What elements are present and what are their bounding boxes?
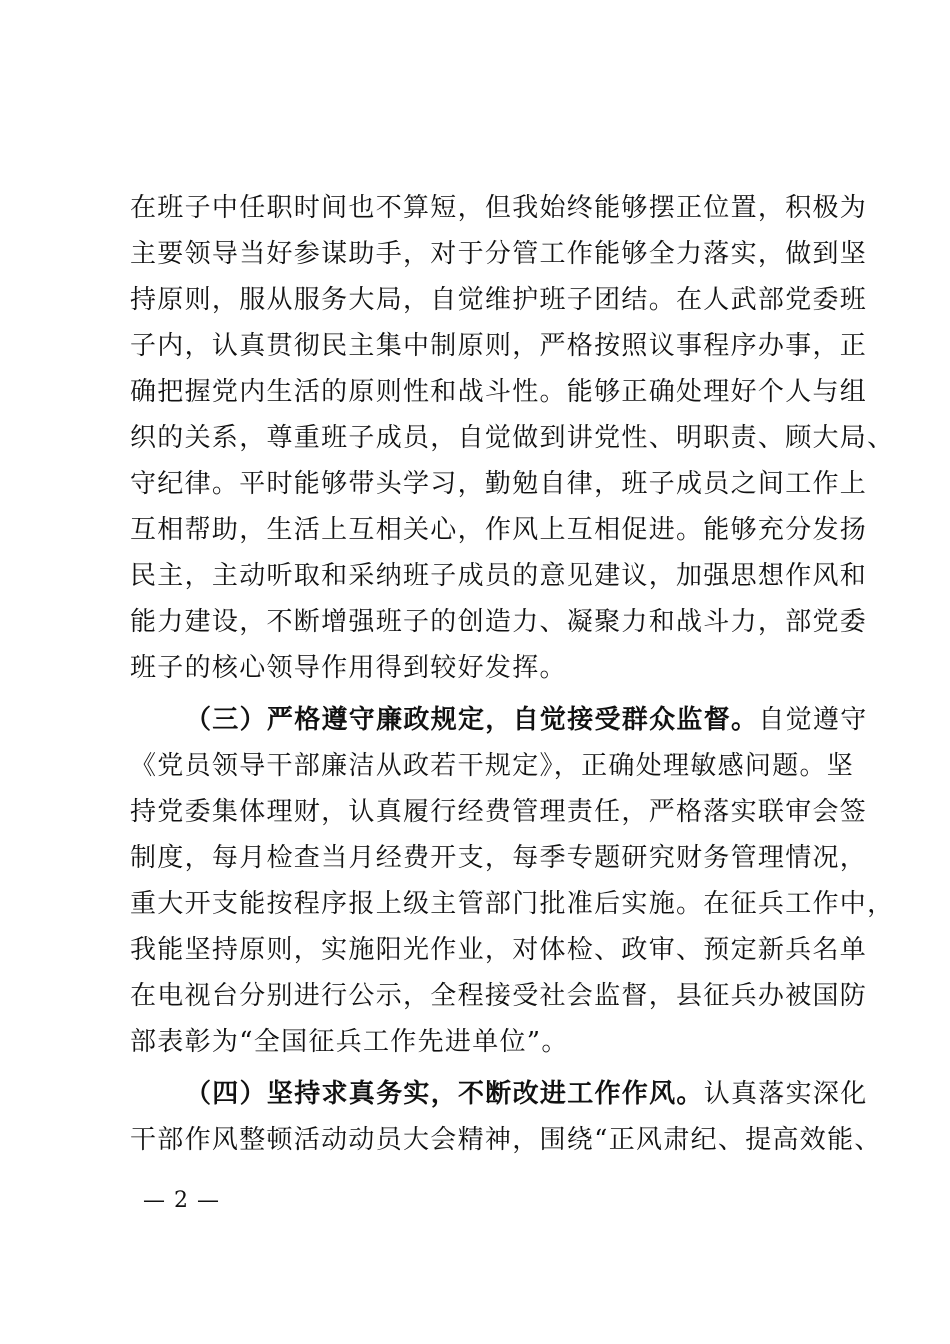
paragraph-section-3 bbox=[130, 697, 895, 1065]
section-4-first-line-text: 认真落实深化 bbox=[703, 1079, 868, 1109]
text-line: 确把握党内生活的原则性和战斗性。能够正确处理好个人与组 bbox=[130, 377, 868, 407]
text-line: 干部作风整顿活动动员大会精神，围绕“正风肃纪、提高效能、 bbox=[130, 1125, 882, 1155]
text-line: 部表彰为“全国征兵工作先进单位”。 bbox=[130, 1027, 569, 1057]
document-body bbox=[130, 185, 895, 1163]
paragraph-section-4 bbox=[130, 1071, 882, 1163]
text-line: 守纪律。平时能够带头学习，勤勉自律，班子成员之间工作上 bbox=[130, 469, 868, 499]
text-line: 《党员领导干部廉洁从政若干规定》，正确处理敏感问题。坚 bbox=[130, 751, 855, 781]
section-3-heading: （三）严格遵守廉政规定，自觉接受群众监督。 bbox=[185, 705, 759, 735]
section-4-first-line bbox=[130, 1071, 868, 1117]
paragraph-section-2 bbox=[130, 185, 895, 691]
text-line: 民主，主动听取和采纳班子成员的意见建议，加强思想作风和 bbox=[130, 561, 868, 591]
text-line: 重大开支能按程序报上级主管部门批准后实施。在征兵工作中， bbox=[130, 889, 895, 919]
text-line: 在班子中任职时间也不算短，但我始终能够摆正位置，积极为 bbox=[130, 193, 868, 223]
text-line: 持原则，服从服务大局，自觉维护班子团结。在人武部党委班 bbox=[130, 285, 868, 315]
page-number: — 2 — bbox=[143, 1188, 220, 1213]
text-line: 在电视台分别进行公示，全程接受社会监督，县征兵办被国防 bbox=[130, 981, 868, 1011]
text-line: 织的关系，尊重班子成员，自觉做到讲党性、明职责、顾大局、 bbox=[130, 423, 895, 453]
text-line: 持党委集体理财，认真履行经费管理责任，严格落实联审会签 bbox=[130, 797, 868, 827]
section-3-first-line-text: 自觉遵守 bbox=[758, 705, 868, 735]
text-line: 能力建设，不断增强班子的创造力、凝聚力和战斗力，部党委 bbox=[130, 607, 868, 637]
text-line: 子内，认真贯彻民主集中制原则，严格按照议事程序办事，正 bbox=[130, 331, 868, 361]
section-4-heading: （四）坚持求真务实，不断改进工作作风。 bbox=[185, 1079, 704, 1109]
text-line: 班子的核心领导作用得到较好发挥。 bbox=[130, 653, 567, 683]
text-line: 互相帮助，生活上互相关心，作风上互相促进。能够充分发扬 bbox=[130, 515, 868, 545]
text-line: 制度，每月检查当月经费开支，每季专题研究财务管理情况， bbox=[130, 843, 868, 873]
text-line: 我能坚持原则，实施阳光作业，对体检、政审、预定新兵名单 bbox=[130, 935, 868, 965]
text-line: 主要领导当好参谋助手，对于分管工作能够全力落实，做到坚 bbox=[130, 239, 868, 269]
section-3-first-line bbox=[130, 697, 868, 743]
